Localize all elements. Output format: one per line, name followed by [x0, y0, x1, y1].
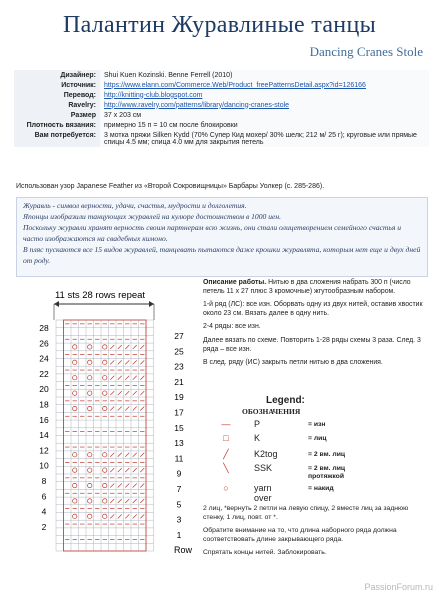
decrease-mark: [140, 453, 144, 457]
yarn-over-mark: [103, 453, 107, 457]
yarn-over-mark: [73, 391, 77, 395]
yarn-over-mark: [73, 483, 77, 487]
legend-item-desc: = изн: [308, 421, 326, 428]
watermark: PassionForum.ru: [364, 582, 433, 592]
yarn-over-mark: [88, 453, 92, 457]
decrease-mark: [140, 484, 144, 488]
right-row-number: 9: [176, 468, 182, 479]
right-row-number: 17: [174, 407, 184, 418]
description-text: Далее вязать по схеме. Повторить 1-28 ряды схемы 3 раза. След. 3 ряда – все изн.: [203, 336, 421, 353]
description-text: 1-й ряд (ЛС): все изн. Оборвать одну из двух нитей, оставив хвостик около 23 см. Вязать далее в одну нить.: [203, 301, 423, 317]
decrease-mark: [125, 453, 129, 457]
decrease-mark: [140, 345, 144, 349]
decrease-mark: [118, 468, 122, 472]
yarn-over-mark: [88, 360, 92, 364]
decrease-mark: [133, 391, 137, 395]
yarn-over-mark: [103, 514, 107, 518]
left-row-number: 20: [39, 384, 49, 395]
decrease-mark: [133, 484, 137, 488]
decrease-mark: [110, 345, 114, 349]
right-row-numbers: [174, 331, 184, 540]
yarn-over-mark: [88, 483, 92, 487]
legend-item-desc: = накид: [308, 485, 334, 492]
left-row-number: 16: [39, 414, 49, 425]
yarn-over-mark: [88, 345, 92, 349]
left-row-number: 12: [39, 445, 49, 456]
description-paragraph: [203, 359, 431, 368]
description-text: 2-4 ряды: все изн.: [203, 323, 261, 331]
yarn-over-mark: [103, 360, 107, 364]
decrease-mark: [110, 514, 114, 518]
quote-line: В пляс пускаются все 15 видов журавлей, танцевать пытаются даже крошки журавлята, которым нет еще и двух дней от роду.: [23, 244, 421, 265]
decrease-mark: [140, 376, 144, 380]
left-row-number: 28: [39, 323, 49, 333]
info-link[interactable]: https://www.elann.com/Commerce.Web/Product_freePatternsDetail.aspx?id=126166: [104, 81, 366, 89]
right-row-number: 25: [174, 346, 184, 357]
yarn-over-mark: [88, 391, 92, 395]
yarn-over-mark: [103, 376, 107, 380]
left-row-numbers: [39, 323, 49, 532]
decrease-mark: [140, 468, 144, 472]
legend-item-name: SSK: [254, 463, 273, 473]
pattern-source-note: Использован узор Japanese Feather из «Второй Сокровищницы» Барбары Уолкер (с. 285-286).: [16, 183, 325, 190]
yarn-over-mark: [73, 468, 77, 472]
yarn-over-mark: [88, 406, 92, 410]
info-link[interactable]: http://knitting-club.blogspot.com: [104, 91, 203, 99]
yarn-over-mark: [88, 376, 92, 380]
description-paragraph: [203, 301, 431, 318]
knit-icon: □: [223, 433, 229, 443]
decrease-mark: [125, 376, 129, 380]
note-paragraph: 2 лиц, *вернуть 2 петли на левую спицу, 2 вместе лиц за заднюю стенку, 1 лиц, повт. от *.: [203, 505, 409, 521]
legend-item-name: K2tog: [254, 449, 278, 459]
right-row-number: 3: [176, 514, 182, 525]
yarn-over-mark: [73, 499, 77, 503]
ssk-icon: ╲: [223, 463, 229, 473]
decrease-mark: [125, 514, 129, 518]
note-paragraph: Обратите внимание на то, что длина наборного ряда должна соответствовать длине закрывающего ряда.: [203, 527, 397, 543]
yarn-over-mark: [103, 391, 107, 395]
quote-line: Японцы изобразили танцующих журавлей на кулюре достоинством в 1000 иен.: [23, 211, 282, 221]
page-title: Палантин Журавлиные танцы: [62, 12, 377, 38]
quote-line: Поскольку журавли хранят верность своим партнерам всю жизнь, они стали олицетворением семейного счастья и часто изображаются на свадебных кимоно.: [23, 222, 402, 243]
decrease-mark: [133, 514, 137, 518]
info-link[interactable]: http://www.ravelry.com/patterns/library/dancing-cranes-stole: [104, 101, 290, 109]
decrease-mark: [118, 360, 122, 364]
right-row-number: 15: [174, 422, 184, 433]
legend-title: Legend:: [266, 395, 305, 406]
decrease-mark: [125, 345, 129, 349]
left-row-number: 10: [39, 460, 49, 471]
decrease-mark: [133, 499, 137, 503]
decrease-mark: [118, 453, 122, 457]
left-row-number: 14: [39, 430, 49, 441]
description-paragraph: [203, 337, 431, 354]
yarn-over-mark: [73, 514, 77, 518]
yarn-over-mark: [103, 499, 107, 503]
decrease-mark: [133, 376, 137, 380]
yarn-over-mark: [73, 453, 77, 457]
decrease-mark: [125, 360, 129, 364]
row-label: Row: [174, 545, 193, 555]
repeat-label: 11 sts 28 rows repeat: [54, 290, 146, 301]
decrease-mark: [110, 453, 114, 457]
decrease-mark: [125, 484, 129, 488]
decrease-mark: [110, 484, 114, 488]
decrease-mark: [133, 360, 137, 364]
right-row-number: 1: [176, 529, 182, 540]
decrease-mark: [140, 499, 144, 503]
yarn-over-mark: [88, 468, 92, 472]
purl-icon: —: [221, 419, 231, 429]
legend-item-desc: = 2 вм. лиц: [308, 451, 346, 458]
info-label: Плотность вязания:: [14, 120, 100, 130]
decrease-mark: [133, 468, 137, 472]
decrease-mark: [110, 391, 114, 395]
description-text: Нитью в два сложения набрать 300 п (число петель 11 х 27 плюс 3 кромочные) жгутообразным набором.: [203, 279, 411, 295]
info-value: 3 мотка пряжи Silken Kydd (70% Супер Кид мохер/ 30% шелк; 212 м/ 25 г); круговые или прямые спицы 4.5 мм; спица 4.0 мм для закрытия петель: [104, 131, 417, 146]
yarn-over-mark: [73, 345, 77, 349]
description-text: В след. ряду (ИС) закрыть петли нитью в два сложения.: [203, 359, 383, 367]
decrease-mark: [118, 345, 122, 349]
decrease-mark: [110, 468, 114, 472]
info-value: 37 x 203 см: [104, 111, 142, 119]
right-row-number: 19: [174, 392, 184, 403]
work-description: [203, 279, 431, 373]
right-row-number: 23: [174, 361, 184, 372]
decrease-mark: [140, 407, 144, 411]
left-row-number: 18: [39, 399, 49, 410]
decrease-mark: [140, 360, 144, 364]
legend-item-desc: = лиц: [308, 435, 327, 442]
page-subtitle: Dancing Cranes Stole: [309, 44, 423, 59]
decrease-mark: [110, 360, 114, 364]
right-row-number: 27: [174, 331, 184, 341]
info-label: Вам потребуется:: [14, 130, 100, 147]
decrease-mark: [118, 391, 122, 395]
decrease-mark: [118, 484, 122, 488]
chart-symbols: [65, 324, 144, 540]
right-row-number: 21: [174, 376, 184, 387]
legend-item-name: P: [254, 419, 261, 429]
description-paragraph: [203, 279, 431, 296]
yarn-over-mark: [88, 514, 92, 518]
yarn-over-icon: ○: [223, 483, 229, 493]
yarn-over-mark: [73, 406, 77, 410]
yarn-over-mark: [103, 468, 107, 472]
k2tog-icon: ╱: [223, 449, 229, 459]
info-label: Размер: [14, 110, 100, 120]
decrease-mark: [133, 407, 137, 411]
decrease-mark: [118, 376, 122, 380]
decrease-mark: [140, 514, 144, 518]
decrease-mark: [133, 453, 137, 457]
legend-item-desc: = 2 вм. лиц протяжкой: [308, 465, 346, 480]
decrease-mark: [125, 468, 129, 472]
info-label: Ravelry:: [14, 100, 100, 110]
decrease-mark: [110, 376, 114, 380]
description-heading: Описание работы.: [203, 279, 267, 286]
decrease-mark: [125, 391, 129, 395]
repeat-bracket: [54, 301, 154, 320]
legend-item-name: yarn over: [254, 483, 272, 503]
info-label: Перевод:: [14, 90, 100, 100]
left-row-number: 24: [39, 353, 49, 364]
right-row-number: 5: [176, 499, 182, 510]
legend: [216, 395, 431, 503]
legend-subtitle: ОБОЗНАЧЕНИЯ: [242, 407, 301, 416]
legend-item-name: K: [254, 433, 261, 443]
yarn-over-mark: [103, 345, 107, 349]
decrease-mark: [133, 345, 137, 349]
decrease-mark: [110, 407, 114, 411]
left-row-number: 26: [39, 338, 49, 349]
decrease-mark: [118, 514, 122, 518]
yarn-over-mark: [73, 360, 77, 364]
decrease-mark: [118, 499, 122, 503]
left-row-number: 6: [41, 491, 47, 502]
left-row-number: 4: [41, 506, 47, 517]
info-value: Shui Kuen Kozinski. Benne Ferrell (2010): [104, 71, 233, 79]
info-label: Дизайнер:: [14, 70, 100, 80]
left-row-number: 8: [41, 476, 47, 486]
info-label: Источник:: [14, 80, 100, 90]
left-row-number: 22: [39, 368, 49, 379]
decrease-mark: [140, 391, 144, 395]
decrease-mark: [110, 499, 114, 503]
right-row-number: 7: [176, 484, 182, 494]
yarn-over-mark: [103, 406, 107, 410]
yarn-over-mark: [103, 483, 107, 487]
left-row-number: 2: [41, 521, 47, 532]
yarn-over-mark: [88, 499, 92, 503]
right-row-number: 13: [174, 438, 184, 449]
info-value: примерно 15 п = 10 см после блокировки: [104, 121, 238, 129]
yarn-over-mark: [73, 376, 77, 380]
finishing-notes: [203, 505, 431, 563]
right-row-number: 11: [174, 453, 184, 464]
decrease-mark: [118, 407, 122, 411]
description-paragraph: [203, 323, 431, 332]
decrease-mark: [125, 407, 129, 411]
quote-line: Журавль - символ верности, удачи, счастья, мудрости и долголетия.: [23, 201, 247, 210]
decrease-mark: [125, 499, 129, 503]
note-paragraph: Спрятать концы нитей. Заблокировать.: [203, 549, 327, 557]
